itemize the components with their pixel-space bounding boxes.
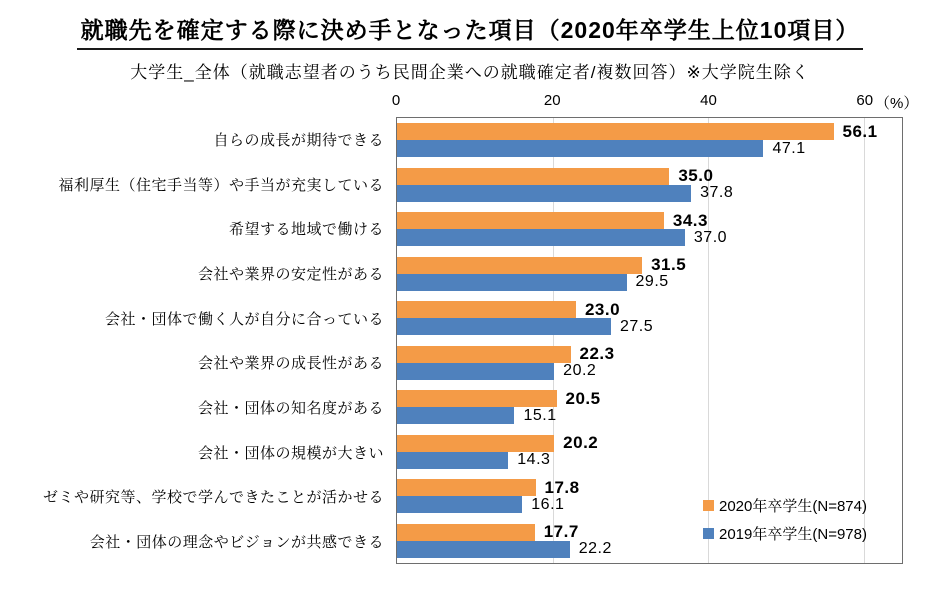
bar-line: [397, 168, 902, 185]
value-label: 27.5: [619, 317, 654, 335]
category-label: ゼミや研究等、学校で学んできたことが活かせる: [42, 489, 384, 507]
legend-swatch-2019-icon: [703, 528, 714, 539]
value-label: 56.1: [842, 121, 878, 141]
bar-2019: [397, 452, 508, 469]
x-tick: 60: [856, 92, 874, 109]
category-label: 会社・団体で働く人が自分に合っている: [104, 310, 384, 328]
value-label: 34.3: [672, 210, 708, 230]
category-label: 自らの成長が期待できる: [213, 131, 384, 149]
category-labels: [0, 117, 390, 564]
bar-line: [397, 301, 902, 318]
chart-title: 就職先を確定する際に決め手となった項目（2020年卒学生上位10項目）: [77, 12, 864, 50]
bar-2019: [397, 274, 627, 291]
bar-group: [397, 163, 902, 208]
value-label: 20.2: [563, 362, 597, 379]
bar-2019: [397, 363, 554, 380]
value-label: 47.1: [772, 139, 806, 157]
value-label: 22.3: [579, 344, 615, 363]
category-label: 会社・団体の理念やビジョンが共感できる: [89, 534, 384, 552]
bar-line: [397, 123, 902, 140]
legend-label-2020: 2020年卒学生(N=874): [719, 497, 867, 515]
value-label: 23.0: [584, 299, 621, 319]
bar-line: [397, 185, 902, 202]
value-label: 15.1: [523, 406, 557, 424]
bar-2020: [397, 123, 834, 140]
category-label: 会社・団体の規模が大きい: [197, 444, 384, 462]
bar-2020: [397, 524, 535, 541]
value-label: 29.5: [635, 273, 669, 290]
bar-2019: [397, 496, 522, 513]
bar-2020: [397, 301, 576, 318]
title-row: [0, 12, 940, 50]
value-label: 20.5: [565, 388, 601, 408]
bar-line: [397, 140, 902, 157]
bar-group: [397, 118, 902, 163]
chart-subtitle: 大学生_全体（就職志望者のうち民間企業への就職確定者/複数回答）※大学院生除く: [130, 63, 810, 82]
bar-line: [397, 274, 902, 291]
x-tick: 40: [700, 92, 717, 109]
bar-line: [397, 229, 902, 246]
x-axis-unit: （%）: [875, 95, 919, 112]
bar-2019: [397, 185, 691, 202]
value-label: 31.5: [651, 255, 687, 274]
bar-2019: [397, 140, 763, 157]
legend-item-2019: [703, 519, 867, 547]
x-tick: 0: [391, 92, 401, 109]
legend: [703, 491, 867, 547]
bar-group: [397, 207, 902, 252]
value-label: 17.8: [544, 477, 580, 497]
bar-2019: [397, 541, 570, 558]
bar-group: [397, 296, 902, 341]
x-axis: [391, 92, 919, 114]
bar-line: [397, 390, 902, 407]
x-tick: 20: [543, 92, 561, 109]
bar-group: [397, 252, 902, 297]
bar-2019: [397, 407, 514, 424]
bar-line: [397, 318, 902, 335]
category-label: 会社・団体の知名度がある: [197, 399, 384, 417]
bar-group: [397, 341, 902, 386]
bar-line: [397, 363, 902, 380]
plot-area: [396, 117, 903, 564]
bar-group: [397, 385, 902, 430]
category-label: 福利厚生（住宅手当等）や手当が充実している: [58, 176, 384, 194]
bar-2020: [397, 346, 571, 363]
category-label: 会社や業界の安定性がある: [197, 265, 384, 283]
bar-group: [397, 430, 902, 475]
bar-line: [397, 435, 902, 452]
category-label: 希望する地域で働ける: [228, 221, 384, 239]
bar-line: [397, 407, 902, 424]
value-label: 17.7: [543, 522, 579, 541]
bar-2020: [397, 390, 557, 407]
bar-2019: [397, 318, 611, 335]
bar-2020: [397, 435, 554, 452]
bar-line: [397, 452, 902, 469]
value-label: 35.0: [678, 166, 714, 185]
bar-2020: [397, 257, 642, 274]
value-label: 14.3: [517, 451, 551, 468]
category-label: 会社や業界の成長性がある: [197, 355, 384, 373]
bar-2020: [397, 168, 669, 185]
bar-line: [397, 212, 902, 229]
value-label: 16.1: [531, 495, 565, 513]
value-label: 22.2: [578, 540, 612, 557]
bar-line: [397, 257, 902, 274]
value-label: 20.2: [563, 433, 599, 452]
bar-2019: [397, 229, 685, 246]
legend-swatch-2020-icon: [703, 500, 714, 511]
bar-2020: [397, 212, 664, 229]
legend-label-2019: 2019年卒学生(N=978): [719, 525, 867, 543]
bar-2020: [397, 479, 536, 496]
bar-line: [397, 346, 902, 363]
value-label: 37.8: [700, 184, 734, 201]
legend-item-2020: [703, 491, 867, 519]
value-label: 37.0: [693, 228, 728, 246]
